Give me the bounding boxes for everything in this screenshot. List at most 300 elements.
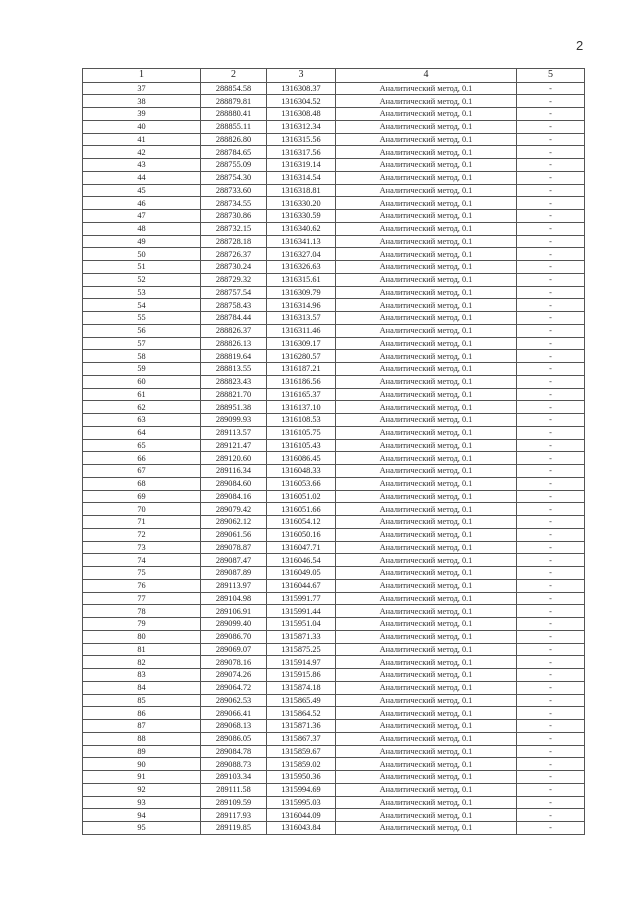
point-number-cell: 88	[83, 732, 201, 745]
method-cell: Аналитический метод, 0.1	[336, 732, 517, 745]
y-coordinate-cell: 1315995.03	[267, 796, 336, 809]
y-coordinate-cell: 1316315.56	[267, 133, 336, 146]
description-cell: -	[517, 286, 585, 299]
method-cell: Аналитический метод, 0.1	[336, 414, 517, 427]
method-cell: Аналитический метод, 0.1	[336, 630, 517, 643]
table-row	[83, 592, 585, 605]
y-coordinate-cell: 1315865.49	[267, 694, 336, 707]
x-coordinate-cell: 288951.38	[201, 401, 267, 414]
y-coordinate-cell: 1316319.14	[267, 159, 336, 172]
method-cell: Аналитический метод, 0.1	[336, 720, 517, 733]
point-number-cell: 56	[83, 324, 201, 337]
method-cell: Аналитический метод, 0.1	[336, 401, 517, 414]
y-coordinate-cell: 1316108.53	[267, 414, 336, 427]
y-coordinate-cell: 1316326.63	[267, 261, 336, 274]
method-cell: Аналитический метод, 0.1	[336, 541, 517, 554]
table-row	[83, 783, 585, 796]
method-cell: Аналитический метод, 0.1	[336, 669, 517, 682]
description-cell: -	[517, 503, 585, 516]
description-cell: -	[517, 299, 585, 312]
point-number-cell: 37	[83, 82, 201, 95]
method-cell: Аналитический метод, 0.1	[336, 197, 517, 210]
column-header: 5	[517, 69, 585, 83]
y-coordinate-cell: 1316137.10	[267, 401, 336, 414]
table-row	[83, 337, 585, 350]
x-coordinate-cell: 289062.12	[201, 516, 267, 529]
point-number-cell: 51	[83, 261, 201, 274]
y-coordinate-cell: 1316105.43	[267, 439, 336, 452]
x-coordinate-cell: 289079.42	[201, 503, 267, 516]
point-number-cell: 85	[83, 694, 201, 707]
description-cell: -	[517, 261, 585, 274]
method-cell: Аналитический метод, 0.1	[336, 465, 517, 478]
x-coordinate-cell: 289084.60	[201, 477, 267, 490]
x-coordinate-cell: 288729.32	[201, 273, 267, 286]
table-row	[83, 656, 585, 669]
method-cell: Аналитический метод, 0.1	[336, 82, 517, 95]
x-coordinate-cell: 288784.44	[201, 312, 267, 325]
method-cell: Аналитический метод, 0.1	[336, 745, 517, 758]
table-row	[83, 809, 585, 822]
x-coordinate-cell: 288880.41	[201, 108, 267, 121]
x-coordinate-cell: 289113.97	[201, 579, 267, 592]
x-coordinate-cell: 289066.41	[201, 707, 267, 720]
y-coordinate-cell: 1315871.33	[267, 630, 336, 643]
x-coordinate-cell: 289086.05	[201, 732, 267, 745]
y-coordinate-cell: 1316327.04	[267, 248, 336, 261]
method-cell: Аналитический метод, 0.1	[336, 388, 517, 401]
y-coordinate-cell: 1316051.02	[267, 490, 336, 503]
table-row	[83, 822, 585, 835]
y-coordinate-cell: 1316049.05	[267, 567, 336, 580]
y-coordinate-cell: 1316309.17	[267, 337, 336, 350]
description-cell: -	[517, 783, 585, 796]
method-cell: Аналитический метод, 0.1	[336, 758, 517, 771]
x-coordinate-cell: 288819.64	[201, 350, 267, 363]
y-coordinate-cell: 1316044.67	[267, 579, 336, 592]
description-cell: -	[517, 146, 585, 159]
method-cell: Аналитический метод, 0.1	[336, 375, 517, 388]
table-row	[83, 210, 585, 223]
method-cell: Аналитический метод, 0.1	[336, 452, 517, 465]
y-coordinate-cell: 1316050.16	[267, 528, 336, 541]
point-number-cell: 92	[83, 783, 201, 796]
column-header: 2	[201, 69, 267, 83]
description-cell: -	[517, 720, 585, 733]
method-cell: Аналитический метод, 0.1	[336, 95, 517, 108]
coordinates-table	[82, 68, 585, 835]
x-coordinate-cell: 288854.58	[201, 82, 267, 95]
method-cell: Аналитический метод, 0.1	[336, 146, 517, 159]
method-cell: Аналитический метод, 0.1	[336, 783, 517, 796]
method-cell: Аналитический метод, 0.1	[336, 656, 517, 669]
y-coordinate-cell: 1315874.18	[267, 681, 336, 694]
description-cell: -	[517, 171, 585, 184]
y-coordinate-cell: 1316187.21	[267, 363, 336, 376]
x-coordinate-cell: 289106.91	[201, 605, 267, 618]
method-cell: Аналитический метод, 0.1	[336, 567, 517, 580]
x-coordinate-cell: 288730.24	[201, 261, 267, 274]
y-coordinate-cell: 1315867.37	[267, 732, 336, 745]
description-cell: -	[517, 324, 585, 337]
column-header: 3	[267, 69, 336, 83]
y-coordinate-cell: 1316318.81	[267, 184, 336, 197]
x-coordinate-cell: 288826.80	[201, 133, 267, 146]
y-coordinate-cell: 1316330.20	[267, 197, 336, 210]
point-number-cell: 73	[83, 541, 201, 554]
point-number-cell: 83	[83, 669, 201, 682]
table-row	[83, 630, 585, 643]
table-row	[83, 120, 585, 133]
y-coordinate-cell: 1316044.09	[267, 809, 336, 822]
method-cell: Аналитический метод, 0.1	[336, 184, 517, 197]
description-cell: -	[517, 414, 585, 427]
method-cell: Аналитический метод, 0.1	[336, 618, 517, 631]
description-cell: -	[517, 618, 585, 631]
method-cell: Аналитический метод, 0.1	[336, 324, 517, 337]
point-number-cell: 72	[83, 528, 201, 541]
point-number-cell: 66	[83, 452, 201, 465]
point-number-cell: 71	[83, 516, 201, 529]
point-number-cell: 59	[83, 363, 201, 376]
y-coordinate-cell: 1315914.97	[267, 656, 336, 669]
description-cell: -	[517, 771, 585, 784]
y-coordinate-cell: 1316053.66	[267, 477, 336, 490]
table-row	[83, 477, 585, 490]
description-cell: -	[517, 184, 585, 197]
point-number-cell: 43	[83, 159, 201, 172]
y-coordinate-cell: 1316086.45	[267, 452, 336, 465]
point-number-cell: 95	[83, 822, 201, 835]
y-coordinate-cell: 1316312.34	[267, 120, 336, 133]
x-coordinate-cell: 289103.34	[201, 771, 267, 784]
point-number-cell: 63	[83, 414, 201, 427]
point-number-cell: 86	[83, 707, 201, 720]
method-cell: Аналитический метод, 0.1	[336, 528, 517, 541]
x-coordinate-cell: 289111.58	[201, 783, 267, 796]
x-coordinate-cell: 289069.07	[201, 643, 267, 656]
y-coordinate-cell: 1316186.56	[267, 375, 336, 388]
point-number-cell: 81	[83, 643, 201, 656]
table-row	[83, 707, 585, 720]
x-coordinate-cell: 289099.93	[201, 414, 267, 427]
description-cell: -	[517, 567, 585, 580]
page-number: 2	[576, 38, 584, 53]
y-coordinate-cell: 1316330.59	[267, 210, 336, 223]
table-row	[83, 452, 585, 465]
table-row	[83, 375, 585, 388]
point-number-cell: 45	[83, 184, 201, 197]
description-cell: -	[517, 745, 585, 758]
description-cell: -	[517, 796, 585, 809]
method-cell: Аналитический метод, 0.1	[336, 516, 517, 529]
table-row	[83, 159, 585, 172]
y-coordinate-cell: 1316341.13	[267, 235, 336, 248]
x-coordinate-cell: 288823.43	[201, 375, 267, 388]
table-row	[83, 605, 585, 618]
description-cell: -	[517, 630, 585, 643]
table-row	[83, 758, 585, 771]
method-cell: Аналитический метод, 0.1	[336, 771, 517, 784]
y-coordinate-cell: 1316047.71	[267, 541, 336, 554]
x-coordinate-cell: 289088.73	[201, 758, 267, 771]
method-cell: Аналитический метод, 0.1	[336, 579, 517, 592]
table-row	[83, 720, 585, 733]
table-row	[83, 146, 585, 159]
table-row	[83, 248, 585, 261]
method-cell: Аналитический метод, 0.1	[336, 350, 517, 363]
x-coordinate-cell: 288784.65	[201, 146, 267, 159]
method-cell: Аналитический метод, 0.1	[336, 337, 517, 350]
x-coordinate-cell: 289119.85	[201, 822, 267, 835]
point-number-cell: 70	[83, 503, 201, 516]
point-number-cell: 54	[83, 299, 201, 312]
x-coordinate-cell: 288754.30	[201, 171, 267, 184]
x-coordinate-cell: 289109.59	[201, 796, 267, 809]
table-row	[83, 579, 585, 592]
description-cell: -	[517, 120, 585, 133]
method-cell: Аналитический метод, 0.1	[336, 312, 517, 325]
point-number-cell: 55	[83, 312, 201, 325]
description-cell: -	[517, 528, 585, 541]
point-number-cell: 84	[83, 681, 201, 694]
point-number-cell: 87	[83, 720, 201, 733]
x-coordinate-cell: 289078.87	[201, 541, 267, 554]
point-number-cell: 57	[83, 337, 201, 350]
point-number-cell: 89	[83, 745, 201, 758]
column-header: 4	[336, 69, 517, 83]
table-row	[83, 439, 585, 452]
point-number-cell: 93	[83, 796, 201, 809]
description-cell: -	[517, 426, 585, 439]
description-cell: -	[517, 222, 585, 235]
y-coordinate-cell: 1315994.69	[267, 783, 336, 796]
table-row	[83, 299, 585, 312]
table-row	[83, 95, 585, 108]
x-coordinate-cell: 289104.98	[201, 592, 267, 605]
point-number-cell: 91	[83, 771, 201, 784]
description-cell: -	[517, 439, 585, 452]
y-coordinate-cell: 1316314.54	[267, 171, 336, 184]
table-row	[83, 567, 585, 580]
table-row	[83, 771, 585, 784]
point-number-cell: 52	[83, 273, 201, 286]
method-cell: Аналитический метод, 0.1	[336, 605, 517, 618]
x-coordinate-cell: 288855.11	[201, 120, 267, 133]
y-coordinate-cell: 1316046.54	[267, 554, 336, 567]
table-row	[83, 363, 585, 376]
method-cell: Аналитический метод, 0.1	[336, 159, 517, 172]
x-coordinate-cell: 288821.70	[201, 388, 267, 401]
y-coordinate-cell: 1315991.77	[267, 592, 336, 605]
description-cell: -	[517, 235, 585, 248]
table-row	[83, 261, 585, 274]
point-number-cell: 50	[83, 248, 201, 261]
method-cell: Аналитический метод, 0.1	[336, 299, 517, 312]
table-row	[83, 108, 585, 121]
table-row	[83, 618, 585, 631]
y-coordinate-cell: 1316311.46	[267, 324, 336, 337]
table-row	[83, 694, 585, 707]
description-cell: -	[517, 197, 585, 210]
table-row	[83, 401, 585, 414]
method-cell: Аналитический метод, 0.1	[336, 261, 517, 274]
table-row	[83, 528, 585, 541]
point-number-cell: 78	[83, 605, 201, 618]
point-number-cell: 58	[83, 350, 201, 363]
description-cell: -	[517, 452, 585, 465]
table-row	[83, 516, 585, 529]
table-row	[83, 554, 585, 567]
description-cell: -	[517, 579, 585, 592]
point-number-cell: 76	[83, 579, 201, 592]
method-cell: Аналитический метод, 0.1	[336, 592, 517, 605]
description-cell: -	[517, 82, 585, 95]
method-cell: Аналитический метод, 0.1	[336, 171, 517, 184]
point-number-cell: 42	[83, 146, 201, 159]
point-number-cell: 65	[83, 439, 201, 452]
y-coordinate-cell: 1316054.12	[267, 516, 336, 529]
table-row	[83, 286, 585, 299]
x-coordinate-cell: 289078.16	[201, 656, 267, 669]
method-cell: Аналитический метод, 0.1	[336, 133, 517, 146]
point-number-cell: 74	[83, 554, 201, 567]
description-cell: -	[517, 516, 585, 529]
y-coordinate-cell: 1316165.37	[267, 388, 336, 401]
x-coordinate-cell: 289068.13	[201, 720, 267, 733]
method-cell: Аналитический метод, 0.1	[336, 809, 517, 822]
x-coordinate-cell: 289062.53	[201, 694, 267, 707]
description-cell: -	[517, 592, 585, 605]
y-coordinate-cell: 1315951.04	[267, 618, 336, 631]
x-coordinate-cell: 288826.37	[201, 324, 267, 337]
description-cell: -	[517, 605, 585, 618]
table-row	[83, 273, 585, 286]
table-row	[83, 235, 585, 248]
point-number-cell: 40	[83, 120, 201, 133]
description-cell: -	[517, 350, 585, 363]
point-number-cell: 68	[83, 477, 201, 490]
y-coordinate-cell: 1315864.52	[267, 707, 336, 720]
y-coordinate-cell: 1315859.02	[267, 758, 336, 771]
table-row	[83, 414, 585, 427]
description-cell: -	[517, 541, 585, 554]
point-number-cell: 67	[83, 465, 201, 478]
x-coordinate-cell: 288733.60	[201, 184, 267, 197]
description-cell: -	[517, 312, 585, 325]
y-coordinate-cell: 1316304.52	[267, 95, 336, 108]
point-number-cell: 64	[83, 426, 201, 439]
table-row	[83, 541, 585, 554]
point-number-cell: 61	[83, 388, 201, 401]
table-row	[83, 745, 585, 758]
description-cell: -	[517, 363, 585, 376]
point-number-cell: 49	[83, 235, 201, 248]
method-cell: Аналитический метод, 0.1	[336, 222, 517, 235]
x-coordinate-cell: 289121.47	[201, 439, 267, 452]
table-row	[83, 171, 585, 184]
description-cell: -	[517, 248, 585, 261]
x-coordinate-cell: 289087.89	[201, 567, 267, 580]
method-cell: Аналитический метод, 0.1	[336, 286, 517, 299]
description-cell: -	[517, 337, 585, 350]
table-row	[83, 324, 585, 337]
point-number-cell: 90	[83, 758, 201, 771]
method-cell: Аналитический метод, 0.1	[336, 210, 517, 223]
table-row	[83, 490, 585, 503]
x-coordinate-cell: 288879.81	[201, 95, 267, 108]
table-row	[83, 426, 585, 439]
y-coordinate-cell: 1316051.66	[267, 503, 336, 516]
x-coordinate-cell: 289120.60	[201, 452, 267, 465]
y-coordinate-cell: 1316313.57	[267, 312, 336, 325]
x-coordinate-cell: 289084.16	[201, 490, 267, 503]
table-row	[83, 184, 585, 197]
x-coordinate-cell: 289087.47	[201, 554, 267, 567]
y-coordinate-cell: 1316340.62	[267, 222, 336, 235]
method-cell: Аналитический метод, 0.1	[336, 643, 517, 656]
method-cell: Аналитический метод, 0.1	[336, 503, 517, 516]
y-coordinate-cell: 1315991.44	[267, 605, 336, 618]
y-coordinate-cell: 1315875.25	[267, 643, 336, 656]
table-row	[83, 312, 585, 325]
description-cell: -	[517, 643, 585, 656]
description-cell: -	[517, 465, 585, 478]
method-cell: Аналитический метод, 0.1	[336, 248, 517, 261]
description-cell: -	[517, 809, 585, 822]
method-cell: Аналитический метод, 0.1	[336, 426, 517, 439]
y-coordinate-cell: 1315950.36	[267, 771, 336, 784]
x-coordinate-cell: 289064.72	[201, 681, 267, 694]
x-coordinate-cell: 288813.55	[201, 363, 267, 376]
column-header: 1	[83, 69, 201, 83]
point-number-cell: 38	[83, 95, 201, 108]
x-coordinate-cell: 289116.34	[201, 465, 267, 478]
description-cell: -	[517, 477, 585, 490]
description-cell: -	[517, 490, 585, 503]
x-coordinate-cell: 288726.37	[201, 248, 267, 261]
point-number-cell: 80	[83, 630, 201, 643]
table-row	[83, 796, 585, 809]
point-number-cell: 77	[83, 592, 201, 605]
x-coordinate-cell: 289086.70	[201, 630, 267, 643]
description-cell: -	[517, 669, 585, 682]
point-number-cell: 47	[83, 210, 201, 223]
y-coordinate-cell: 1316308.37	[267, 82, 336, 95]
description-cell: -	[517, 388, 585, 401]
table-row	[83, 82, 585, 95]
description-cell: -	[517, 656, 585, 669]
description-cell: -	[517, 375, 585, 388]
point-number-cell: 46	[83, 197, 201, 210]
method-cell: Аналитический метод, 0.1	[336, 477, 517, 490]
y-coordinate-cell: 1316105.75	[267, 426, 336, 439]
method-cell: Аналитический метод, 0.1	[336, 120, 517, 133]
y-coordinate-cell: 1315859.67	[267, 745, 336, 758]
table-row	[83, 643, 585, 656]
description-cell: -	[517, 95, 585, 108]
point-number-cell: 48	[83, 222, 201, 235]
x-coordinate-cell: 289074.26	[201, 669, 267, 682]
x-coordinate-cell: 288757.54	[201, 286, 267, 299]
x-coordinate-cell: 288728.18	[201, 235, 267, 248]
y-coordinate-cell: 1316308.48	[267, 108, 336, 121]
method-cell: Аналитический метод, 0.1	[336, 363, 517, 376]
description-cell: -	[517, 273, 585, 286]
x-coordinate-cell: 289099.40	[201, 618, 267, 631]
method-cell: Аналитический метод, 0.1	[336, 439, 517, 452]
description-cell: -	[517, 159, 585, 172]
